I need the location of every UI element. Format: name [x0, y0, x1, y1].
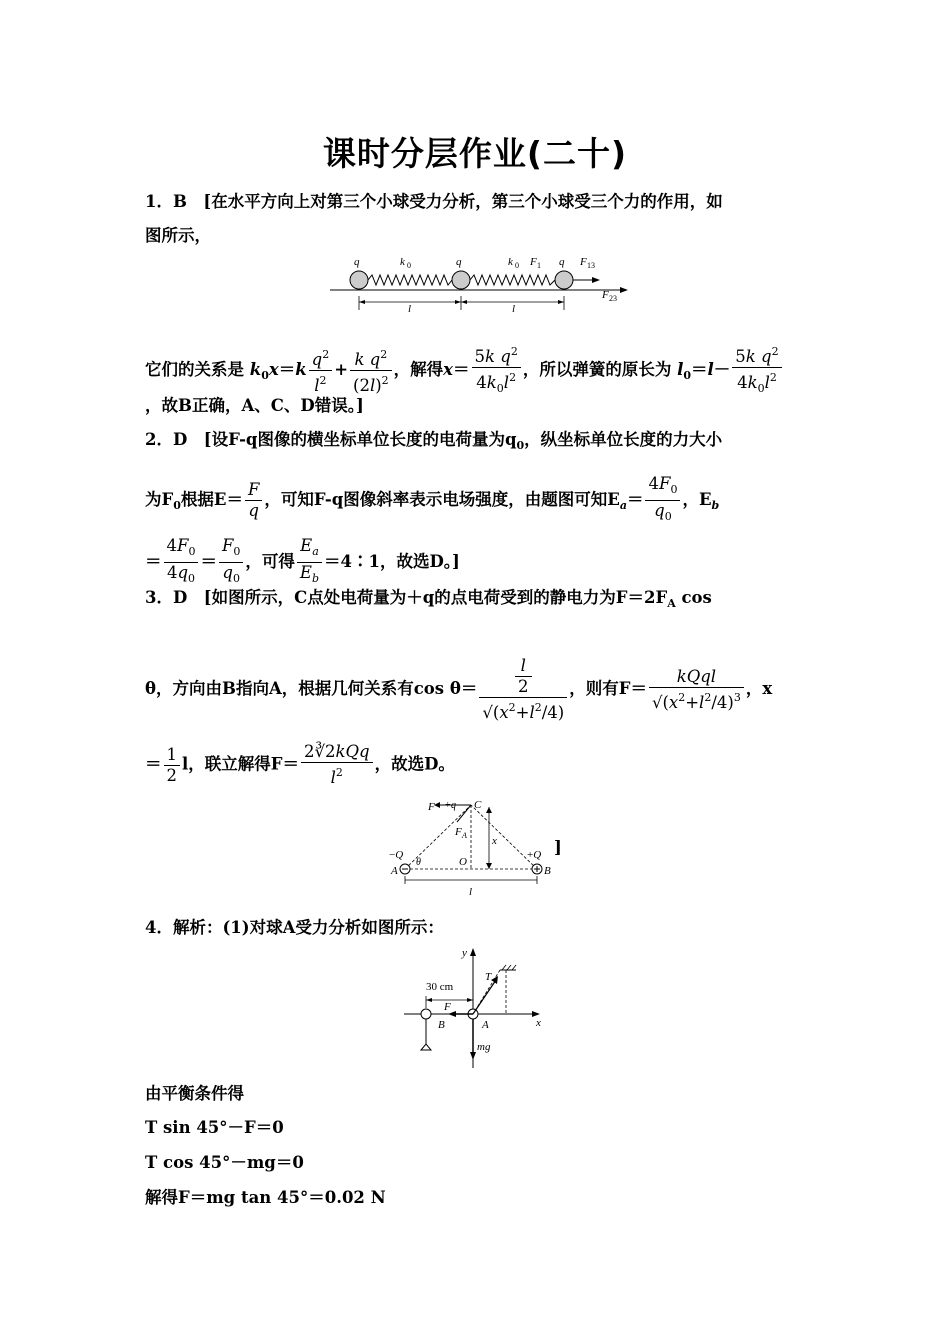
svg-text:A: A [482, 1019, 489, 1031]
page-title: 课时分层作业(二十) [322, 134, 628, 173]
svg-text:30 cm: 30 cm [426, 981, 454, 993]
svg-text:0: 0 [515, 261, 519, 270]
svg-text:θ: θ [416, 857, 421, 868]
svg-text:23: 23 [609, 294, 617, 303]
q1-solve-text: ，解得 [393, 360, 444, 379]
q4-line4: T cos 45°－mg＝0 [145, 1153, 304, 1172]
svg-text:l: l [512, 303, 516, 314]
q3-line1: 3．D [如图所示，C点处电荷量为＋q的点电荷受到的静电力为$F=2F_A$ cos [145, 588, 712, 610]
q3-line2b: ，则有F＝ [569, 679, 647, 698]
q1-conclusion: ，故B正确，A、C、D错误。] [145, 396, 364, 415]
q4-force-figure [400, 944, 550, 1072]
svg-text:+: + [445, 800, 451, 811]
q3-line2a: θ，方向由B指向A，根据几何关系有cos θ＝ [145, 679, 478, 698]
q3-line1-text: 3．D [如图所示，C点处电荷量为＋q的点电荷受到的静电力为F＝2F [145, 588, 668, 607]
svg-text:A: A [462, 831, 467, 840]
q1-spring-text: ，所以弹簧的原长为 [522, 360, 672, 379]
svg-text:O: O [459, 856, 467, 868]
svg-text:T: T [485, 971, 492, 983]
q2-line1: 2．D [设F-q图像的横坐标单位长度的电荷量为$q_0$，纵坐标单位长度的力大小 [145, 430, 723, 452]
q3-line3b: l，联立解得F＝ [182, 754, 299, 774]
svg-text:1: 1 [537, 261, 541, 270]
q2-line2d: ，E [682, 490, 712, 509]
svg-text:x: x [536, 1017, 541, 1029]
q3-bracket: ] [554, 838, 562, 857]
q2-line2: 为$F_0$根据E＝ $\frac{F}{q}$ ，可知F-q图像斜率表示电场强度，由题图可知$E_a=$ $\frac{4F_0}{q_0}$ ，$E_b$ [145, 474, 720, 523]
q4-line3: T sin 45°－F＝0 [145, 1118, 284, 1137]
svg-text:l: l [408, 303, 412, 314]
q3-line3: ＝ $\frac{1}{2}$ l，联立解得F＝ $\frac{\text{2∛2kQq}}{l^2}$ ，故选D。 [145, 742, 455, 787]
svg-text:13: 13 [587, 261, 595, 270]
svg-text:B: B [544, 865, 551, 877]
q3-line3c: ，故选D。 [374, 754, 455, 774]
svg-text:C: C [474, 799, 482, 811]
svg-text:F: F [580, 256, 587, 268]
svg-text:y: y [462, 947, 467, 959]
q3-line2c: ，x [745, 679, 773, 698]
q2-line1-text: 2．D [设F-q图像的横坐标单位长度的电荷量为q [145, 430, 517, 449]
svg-text:l: l [469, 886, 473, 898]
svg-text:k: k [400, 256, 405, 268]
q3-line2: θ，方向由B指向A，根据几何关系有cos θ＝ $\frac{\frac{l}{2}}{√(x^2+l^2/4)}$ ，则有F＝ $\frac{\text{kQql}}{√(x^2+l^2/4)^3}$ ，x [145, 656, 773, 722]
svg-text:F: F [602, 289, 609, 301]
q1-line1: 1．B [在水平方向上对第三个小球受力分析，第三个小球受三个力的作用，如 [145, 192, 723, 211]
q2-line3a: ，可得 [245, 552, 295, 571]
svg-text:q: q [456, 256, 462, 268]
svg-text:0: 0 [407, 261, 411, 270]
q1-line2: 图所示， [145, 226, 211, 245]
svg-text:mg: mg [477, 1041, 491, 1053]
svg-text:F: F [444, 1001, 451, 1013]
svg-text:x: x [492, 835, 497, 847]
svg-text:F: F [530, 256, 537, 268]
q2-line2a: 为F [145, 490, 174, 509]
svg-text:B: B [438, 1019, 445, 1031]
q4-line5: 解得F＝mg tan 45°＝0.02 N [145, 1188, 386, 1207]
q2-line2c: ，可知F-q图像斜率表示电场强度，由题图可知E [264, 490, 620, 509]
svg-text:q: q [451, 800, 456, 811]
svg-text:q: q [354, 256, 360, 268]
svg-text:+Q: +Q [527, 849, 542, 861]
svg-text:q: q [559, 256, 565, 268]
svg-text:k: k [508, 256, 513, 268]
q4-line2: 由平衡条件得 [145, 1084, 244, 1103]
q1-relation-line: 它们的关系是 $k_0x=k$ $\frac{q^2}{l^2}$ + $\frac{k q^2}{(2l)^2}$ ，解得x＝ $\frac{5k q^2}{4k_0l^2}$ ，所以弹簧的原长为 $l_0=l-$ $\frac{5k q^2}{4k_0l^2}$ [145, 342, 784, 399]
q2-line1b-text: ，纵坐标单位长度的力大小 [524, 430, 723, 449]
q3-line3a: ＝ [145, 754, 162, 774]
q1-rel-text: 它们的关系是 [145, 360, 244, 379]
svg-text:−Q: −Q [389, 849, 404, 861]
q2-line3: ＝ $\frac{4F_0}{4q_0}$ ＝ $\frac{F_0}{q_0}$ ，可得 $\frac{E_a}{E_b}$ ＝4∶1，故选D。] [145, 536, 460, 585]
svg-text:A: A [391, 865, 398, 877]
svg-text:F: F [455, 826, 462, 838]
q3-line1b-text: cos [681, 588, 712, 607]
svg-text:F: F [428, 801, 435, 813]
q4-line1: 4．解析：(1)对球A受力分析如图所示： [145, 918, 444, 937]
q2-line2b: 根据E＝ [180, 490, 243, 509]
q2-line3b: ＝4∶1，故选D。] [324, 552, 460, 571]
q1-spring-figure [330, 252, 630, 314]
